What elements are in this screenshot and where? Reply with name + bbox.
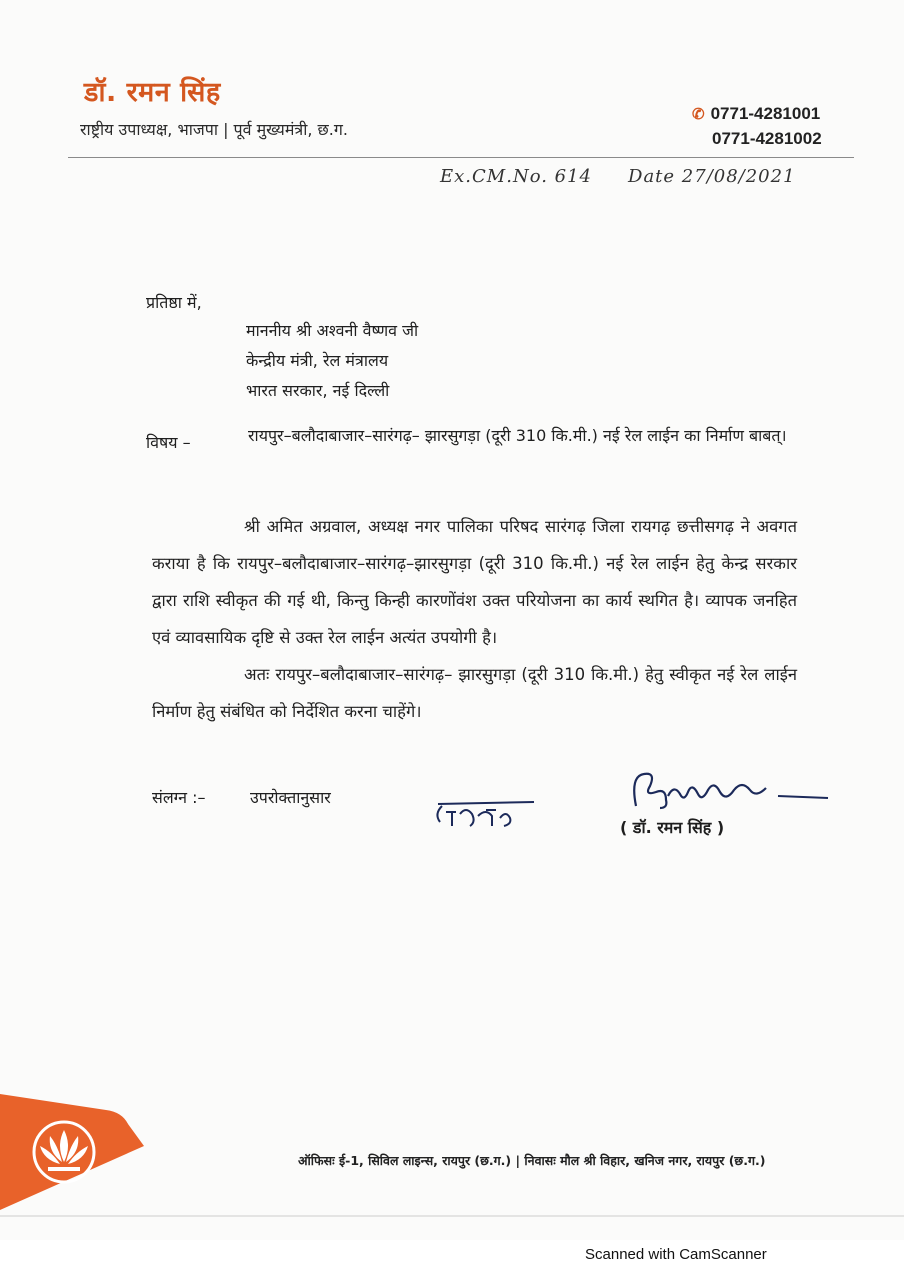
reference-number: Ex.CM.No. 614 [440,166,593,187]
body-paragraph-1: श्री अमित अग्रवाल, अध्यक्ष नगर पालिका परिषद सारंगढ़ जिला रायगढ़ छत्तीसगढ़ ने अवगत कराया है कि रायपुर–बलौदाबाजार–सारंगढ़–झारसुगड़ा (दूरी 310 कि.मी.) नई रेल लाईन हेतु केन्द्र सरकार द्वारा राशि स्वीकृत की गई थी, किन्तु किन्ही कारणोंवंश उक्त परियोजना का कार्य स्थगित है। व्यापक जनहित एवं व्यावसायिक दृष्टि से उक्त रेल लाईन अत्यंत उपयोगी है। [152,517,797,647]
letterhead-divider [68,157,854,158]
signature [622,766,832,816]
reference-date: Date 27/08/2021 [628,166,796,187]
letter-body [152,508,797,730]
footer-address: ऑफिसः ई-1, सिविल लाइन्स, रायपुर (छ.ग.) | निवासः मौल श्री विहार, खनिज नगर, रायपुर (छ.ग.) [298,1153,766,1168]
phone-icon: ✆ [692,106,705,123]
salutation: प्रतिष्ठा में, [146,293,202,312]
addressee-line-2: केन्द्रीय मंत्री, रेल मंत्रालय [246,351,389,370]
reference-line [440,166,796,187]
phone-block [692,102,852,151]
phone-line-1 [692,102,852,127]
addressee-line-3: भारत सरकार, नई दिल्ली [246,381,390,400]
handwritten-note [430,792,540,836]
signatory-name: ( डॉ. रमन सिंह ) [620,818,725,837]
letterhead-name: डॉ. रमन सिंह [84,77,221,108]
enclosure-label: संलग्न :– [152,788,206,807]
subject-text: रायपुर–बलौदाबाजार–सारंगढ़– झारसुगड़ा (दूरी 310 कि.मी.) नई रेल लाईन का निर्माण बाबत्। [248,426,787,445]
phone-number-2: 0771-4281002 [712,129,822,148]
addressee-line-1: माननीय श्री अश्वनी वैष्णव जी [246,321,419,340]
camscanner-watermark: Scanned with CamScanner [585,1246,767,1263]
letterhead-designation: राष्ट्रीय उपाध्यक्ष, भाजपा | पूर्व मुख्यमंत्री, छ.ग. [80,120,348,139]
body-paragraph-2: अतः रायपुर–बलौदाबाजार–सारंगढ़– झारसुगड़ा (दूरी 310 कि.मी.) हेतु स्वीकृत नई रेल लाईन निर्माण हेतु संबंधित को निर्देशित करना चाहेंगे। [152,665,797,721]
enclosure-value: उपरोक्तानुसार [250,788,331,807]
phone-number-1: 0771-4281001 [710,104,821,123]
subject-label: विषय – [146,433,191,452]
addressee-block [246,316,418,406]
